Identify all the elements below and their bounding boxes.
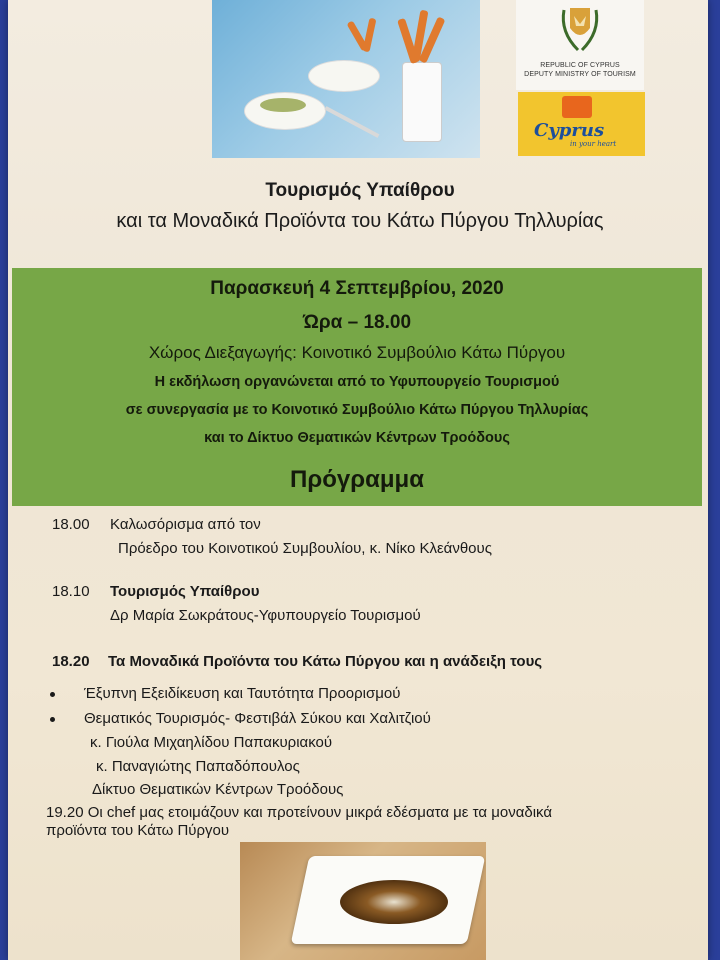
cyprus-brand-tagline: in your heart xyxy=(570,140,617,148)
cyprus-crest-icon xyxy=(554,2,606,56)
organizer-line-1: Η εκδήλωση οργανώνεται από το Υφυπουργείο Τουρισμού xyxy=(154,374,560,390)
event-subtitle: και τα Μοναδικά Προϊόντα του Κάτω Πύργου Τηλλυρίας xyxy=(116,210,604,232)
program-bullet-1: Έξυπνη Εξειδίκευση και Ταυτότητα Προορισμού xyxy=(84,685,401,702)
program-item-2-time: 18.10 xyxy=(52,583,90,600)
program-item-4-line-1: 19.20 Οι chef μας ετοιμάζουν και προτείνουν μικρά εδέσματα με τα μοναδικά xyxy=(46,804,553,821)
sun-logo-icon xyxy=(562,96,592,118)
program-bullet-2: Θεματικός Τουρισμός- Φεστιβάλ Σύκου και Χαλιτζιού xyxy=(84,710,431,727)
event-time: Ώρα – 18.00 xyxy=(302,312,412,333)
program-item-1-detail: Πρόεδρο του Κοινοτικού Συμβουλίου, κ. Νίκο Κλεάνθους xyxy=(118,540,492,557)
program-item-2-title: Τουρισμός Υπαίθρου xyxy=(110,583,260,600)
program-item-1-time: 18.00 xyxy=(52,516,90,533)
bullet-icon xyxy=(50,717,55,722)
program-item-3-time: 18.20 xyxy=(52,653,90,670)
food-photo-bottom xyxy=(240,842,486,960)
speaker-3: Δίκτυο Θεματικών Κέντρων Τροόδους xyxy=(92,781,344,798)
organizer-line-2: σε συνεργασία με το Κοινοτικό Συμβούλιο Κάτω Πύργου Τηλλυρίας xyxy=(125,402,589,418)
speaker-1: κ. Γιούλα Μιχαηλίδου Παπακυριακού xyxy=(90,734,333,751)
program-item-2-detail: Δρ Μαρία Σωκράτους-Υφυπουργείο Τουρισμού xyxy=(110,607,421,624)
food-photo-top xyxy=(212,0,480,158)
event-date: Παρασκευή 4 Σεπτεμβρίου, 2020 xyxy=(210,278,504,299)
program-item-1-title: Καλωσόρισμα από τον xyxy=(110,516,261,533)
program-item-3-title: Τα Μοναδικά Προϊόντα του Κάτω Πύργου και η ανάδειξη τους xyxy=(108,653,543,670)
cyprus-brand-word: Cyprus xyxy=(534,120,605,141)
ministry-name-line1: REPUBLIC OF CYPRUS xyxy=(540,62,620,69)
republic-of-cyprus-crest xyxy=(516,0,644,90)
speaker-2: κ. Παναγιώτης Παπαδόπουλος xyxy=(96,758,300,775)
bullet-icon xyxy=(50,692,55,697)
program-item-4-line-2: προϊόντα του Κάτω Πύργου xyxy=(46,822,230,839)
cyprus-tourism-logo xyxy=(518,92,645,156)
event-venue: Χώρος Διεξαγωγής: Κοινοτικό Συμβούλιο Κάτω Πύργου xyxy=(148,343,566,362)
organizer-line-3: και το Δίκτυο Θεματικών Κέντρων Τροόδους xyxy=(204,430,510,446)
program-heading: Πρόγραμμα xyxy=(290,466,424,493)
ministry-name-line2: DEPUTY MINISTRY OF TOURISM xyxy=(524,71,636,78)
event-title: Τουρισμός Υπαίθρου xyxy=(265,180,455,201)
